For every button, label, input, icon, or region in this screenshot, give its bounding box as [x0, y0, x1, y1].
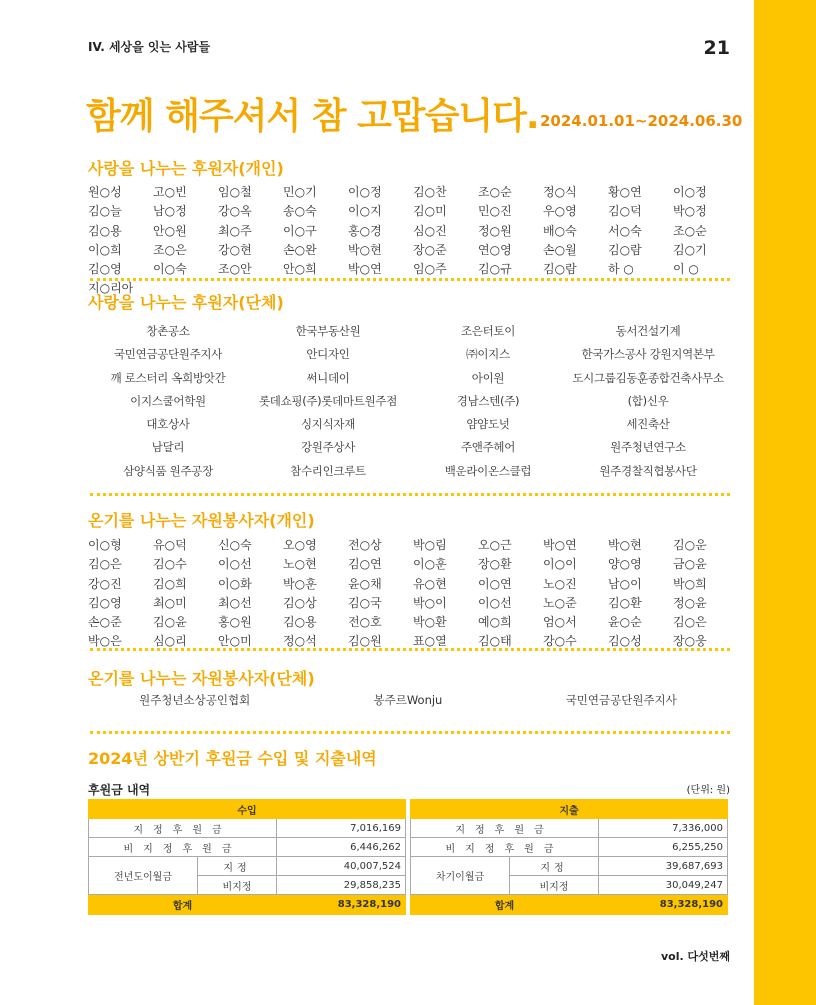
expense-designated-label: 지정후원금: [411, 819, 599, 838]
income-total-amount: 83,328,190: [277, 895, 406, 915]
donor-group-name: 강원주상사: [300, 440, 356, 455]
finance-title: 2024년 상반기 후원금 수입 및 지출내역: [88, 749, 377, 768]
donor-name: 배○숙: [543, 223, 577, 238]
volunteer-name: 김○국: [348, 595, 382, 610]
donor-group-name: 안디자인: [306, 347, 350, 362]
donor-name: 서○숙: [608, 223, 642, 238]
expense-total-label: 합계: [411, 895, 599, 915]
chapter-heading: IV. 세상을 잇는 사람들: [88, 40, 211, 54]
donor-group-name: 조은터토이: [460, 324, 516, 338]
dotted-divider: [90, 648, 730, 651]
donor-name: 강○현: [218, 242, 252, 257]
volunteer-name: 이○선: [218, 557, 252, 572]
volunteer-name: 노○현: [283, 557, 317, 572]
donor-name: 최○주: [218, 223, 252, 238]
expense-table: [410, 799, 728, 915]
donor-name: 민○진: [478, 204, 512, 219]
donor-group-name: ㈜이지스: [466, 347, 510, 362]
volunteers-group-list: [88, 690, 728, 710]
donor-name: 김○영: [88, 262, 122, 277]
donor-name: 송○숙: [283, 204, 317, 219]
volume-label: vol. 다섯번째: [660, 950, 730, 963]
volunteer-name: 유○현: [413, 576, 447, 591]
volunteer-name: 장○환: [478, 557, 512, 572]
volunteer-name: 남○이: [608, 576, 642, 591]
dotted-divider: [90, 731, 730, 734]
volunteer-name: 유○덕: [153, 538, 187, 552]
donor-name: 연○영: [478, 242, 512, 257]
donor-name: 김○찬: [413, 185, 447, 199]
donor-name: 손○완: [283, 242, 317, 257]
donor-name: 이 ○: [673, 262, 699, 277]
income-carryover-label: 전년도이월금: [89, 857, 198, 895]
expense-carry-designated-label: 지정: [510, 857, 599, 876]
donor-name: 김○미: [413, 204, 447, 219]
donor-name: 손○월: [543, 242, 577, 257]
donor-name: 이○지: [348, 204, 382, 219]
volunteer-name: 정○석: [283, 634, 317, 649]
volunteer-name: 박○이: [413, 595, 447, 610]
donor-name: 김○람: [543, 262, 577, 277]
volunteer-name: 김○용: [283, 615, 317, 630]
page-title: 함께 해주셔서 참 고맙습니다.: [86, 96, 539, 137]
expense-designated-amount: 7,336,000: [599, 819, 728, 838]
donor-name: 고○빈: [153, 185, 187, 199]
volunteer-name: 강○진: [88, 576, 122, 591]
volunteer-name: 윤○순: [608, 615, 642, 630]
expense-carryover-label: 차기이월금: [411, 857, 510, 895]
income-header: 수입: [89, 800, 406, 819]
donor-name: 김○용: [88, 223, 122, 238]
donor-name: 장○준: [413, 242, 447, 257]
volunteer-group-name: 봉주르Wonju: [373, 693, 443, 707]
donor-name: 조○순: [478, 185, 512, 199]
volunteer-name: 이○화: [218, 576, 252, 591]
donor-name: 조○순: [673, 223, 707, 238]
donor-group-name: 세진축산: [626, 417, 670, 432]
donors-group-title: 사랑을 나누는 후원자(단체): [88, 293, 284, 312]
expense-carry-undesignated-amount: 30,049,247: [599, 876, 728, 895]
volunteer-name: 전○상: [348, 538, 382, 552]
volunteer-name: 김○영: [88, 595, 122, 610]
donor-name: 정○식: [543, 185, 577, 199]
donor-group-name: 싱지식자재: [300, 417, 356, 432]
volunteer-name: 최○미: [153, 595, 187, 610]
volunteer-name: 노○준: [543, 595, 577, 610]
dotted-divider: [90, 278, 730, 281]
volunteer-name: 김○은: [88, 557, 122, 572]
donor-name: 황○연: [608, 185, 642, 199]
donor-name: 이○희: [88, 242, 122, 257]
donor-name: 임○주: [413, 262, 447, 277]
volunteer-name: 표○열: [413, 634, 447, 649]
donor-name: 지○리아: [88, 281, 134, 296]
donor-group-name: 한국부동산원: [295, 324, 361, 338]
donor-group-name: 경남스텐(주): [456, 393, 520, 408]
expense-undesignated-label: 비지정후원금: [411, 838, 599, 857]
donor-name: 원○성: [88, 185, 122, 199]
donor-group-name: 깨 로스터리 옥희방앗간: [110, 370, 226, 385]
donor-name: 정○원: [478, 223, 512, 238]
donor-name: 이○정: [348, 185, 382, 199]
donor-name: 이○구: [283, 223, 317, 238]
donor-name: 조○은: [153, 242, 187, 257]
donor-name: 박○정: [673, 204, 707, 219]
donor-group-name: 아이원: [471, 370, 505, 385]
donor-name: 이○숙: [153, 262, 187, 277]
period-label: 2024.01.01~2024.06.30: [540, 112, 743, 130]
volunteer-name: 김○희: [153, 576, 187, 591]
volunteer-name: 양○영: [608, 557, 642, 572]
donor-group-name: 얌얌도넛: [466, 417, 510, 432]
donors-individual-list: [88, 183, 738, 299]
income-carry-undesignated-amount: 29,858,235: [277, 876, 406, 895]
volunteer-name: 김○성: [608, 634, 642, 649]
volunteer-name: 김○원: [348, 634, 382, 649]
volunteer-name: 오○근: [478, 538, 512, 552]
income-total-label: 합계: [89, 895, 277, 915]
donor-group-name: 도시그룹김동훈종합건축사무소: [572, 370, 724, 385]
donor-group-name: 동서건설기계: [615, 324, 681, 338]
donor-group-name: (합)신우: [627, 393, 669, 408]
donor-name: 안○원: [153, 223, 187, 238]
donor-name: 조○안: [218, 262, 252, 277]
donor-name: 이○정: [673, 185, 707, 199]
donor-group-name: 삼양식품 원주공장: [123, 463, 213, 478]
volunteer-group-name: 국민연금공단원주지사: [565, 693, 677, 707]
donor-group-name: 창촌공소: [146, 324, 190, 338]
donor-group-name: 참수리인크루트: [290, 463, 366, 478]
volunteers-individual-title: 온기를 나누는 자원봉사자(개인): [88, 511, 315, 530]
page-number: 21: [703, 37, 730, 59]
donor-name: 민○기: [283, 185, 317, 199]
donor-name: 박○연: [348, 262, 382, 277]
volunteer-name: 오○영: [283, 538, 317, 552]
volunteer-name: 이○훈: [413, 557, 447, 572]
donor-name: 강○옥: [218, 204, 252, 219]
volunteers-individual-list: [88, 536, 738, 652]
unit-label: (단위: 원): [686, 785, 730, 796]
volunteer-name: 전○호: [348, 615, 382, 630]
donor-name: 김○기: [673, 242, 707, 257]
income-undesignated-label: 비지정후원금: [89, 838, 277, 857]
donor-name: 김○늘: [88, 204, 122, 219]
donor-group-name: 써니데이: [306, 370, 350, 385]
donors-individual-title: 사랑을 나누는 후원자(개인): [88, 159, 284, 178]
donor-name: 김○덕: [608, 204, 642, 219]
volunteer-name: 박○희: [673, 576, 707, 591]
volunteer-name: 박○환: [413, 615, 447, 630]
income-undesignated-amount: 6,446,262: [277, 838, 406, 857]
volunteer-name: 김○윤: [153, 615, 187, 630]
side-color-bar: [754, 0, 816, 1005]
volunteer-name: 김○태: [478, 634, 512, 649]
donor-name: 임○철: [218, 185, 252, 199]
expense-carry-undesignated-label: 비지정: [510, 876, 599, 895]
expense-carry-designated-amount: 39,687,693: [599, 857, 728, 876]
income-carry-designated-label: 지정: [198, 857, 277, 876]
volunteer-name: 손○준: [88, 615, 122, 630]
volunteer-name: 안○미: [218, 634, 252, 649]
volunteer-name: 김○연: [348, 557, 382, 572]
donor-group-name: 백운라이온스클럽: [444, 463, 532, 478]
volunteer-name: 김○상: [283, 595, 317, 610]
donor-name: 하 ○: [608, 262, 634, 277]
volunteer-name: 박○훈: [283, 576, 317, 591]
income-carry-undesignated-label: 비지정: [198, 876, 277, 895]
volunteer-name: 장○웅: [673, 634, 707, 649]
donor-group-name: 롯데쇼핑(주)롯데마트원주점: [258, 393, 398, 408]
volunteer-name: 김○수: [153, 557, 187, 572]
donor-name: 남○정: [153, 204, 187, 219]
donor-group-name: 남달리: [151, 440, 185, 455]
income-designated-amount: 7,016,169: [277, 819, 406, 838]
donor-name: 심○진: [413, 223, 447, 238]
dotted-divider: [90, 493, 730, 496]
volunteers-group-title: 온기를 나누는 자원봉사자(단체): [88, 669, 315, 688]
volunteer-name: 정○윤: [673, 595, 707, 610]
finance-subtitle: 후원금 내역: [88, 783, 151, 797]
volunteer-name: 이○연: [478, 576, 512, 591]
expense-total-amount: 83,328,190: [599, 895, 728, 915]
expense-header: 지출: [411, 800, 728, 819]
income-table: [88, 799, 406, 915]
volunteer-group-name: 원주청년소상공인협회: [139, 693, 251, 707]
expense-undesignated-amount: 6,255,250: [599, 838, 728, 857]
volunteer-name: 노○진: [543, 576, 577, 591]
volunteer-name: 김○환: [608, 595, 642, 610]
volunteer-name: 김○은: [673, 615, 707, 630]
income-carry-designated-amount: 40,007,524: [277, 857, 406, 876]
volunteer-name: 박○은: [88, 634, 122, 649]
volunteer-name: 심○리: [153, 634, 187, 649]
volunteer-name: 박○연: [543, 538, 577, 552]
donor-group-name: 대호상사: [146, 417, 190, 432]
donor-group-name: 주앤주헤어: [460, 440, 516, 455]
volunteer-name: 홍○원: [218, 615, 252, 630]
donor-name: 김○규: [478, 262, 512, 277]
volunteer-name: 강○수: [543, 634, 577, 649]
donor-name: 김○람: [608, 242, 642, 257]
volunteer-name: 최○선: [218, 595, 252, 610]
donor-name: 우○영: [543, 204, 577, 219]
volunteer-name: 이○선: [478, 595, 512, 610]
donor-name: 박○현: [348, 242, 382, 257]
volunteer-name: 금○윤: [673, 557, 707, 572]
volunteer-name: 박○현: [608, 538, 642, 552]
donor-group-name: 이지스쿨어학원: [130, 393, 206, 408]
donor-group-name: 국민연금공단원주지사: [113, 347, 223, 362]
volunteer-name: 김○운: [673, 538, 707, 552]
volunteer-name: 이○이: [543, 557, 577, 572]
volunteer-name: 신○숙: [218, 538, 252, 552]
volunteer-name: 예○희: [478, 615, 512, 630]
volunteer-name: 이○형: [88, 538, 122, 552]
income-designated-label: 지정후원금: [89, 819, 277, 838]
volunteer-name: 엄○서: [543, 615, 577, 630]
donor-name: 안○희: [283, 262, 317, 277]
volunteer-name: 박○림: [413, 538, 447, 552]
donors-group-list: [88, 320, 728, 483]
donor-group-name: 원주경찰직협봉사단: [599, 463, 697, 478]
donor-name: 홍○경: [348, 223, 382, 238]
donor-group-name: 한국가스공사 강원지역본부: [581, 347, 715, 362]
donor-group-name: 원주청년연구소: [610, 440, 686, 455]
volunteer-name: 윤○채: [348, 576, 382, 591]
